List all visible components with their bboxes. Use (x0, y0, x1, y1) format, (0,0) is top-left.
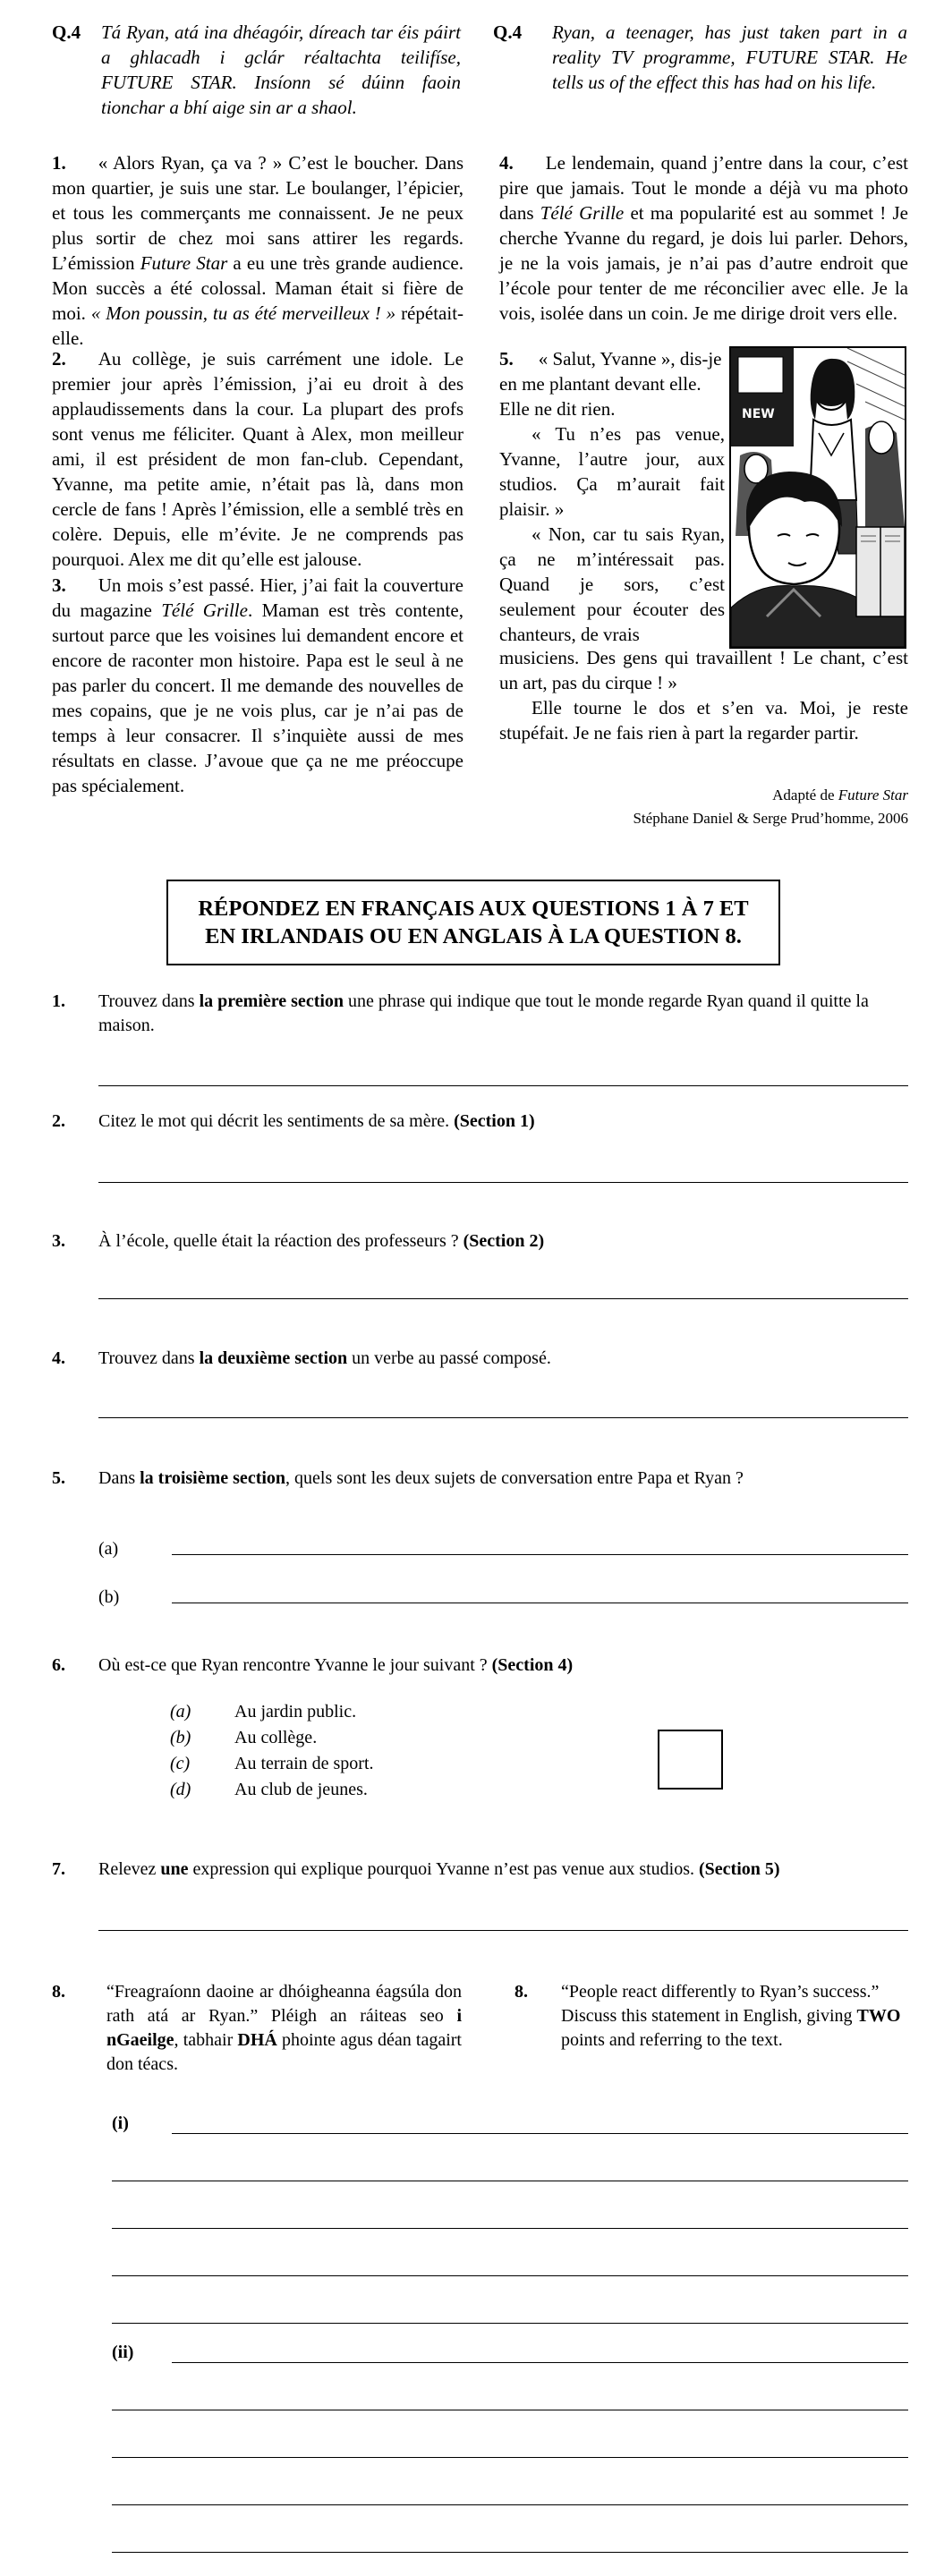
question-number: Q.4 (52, 21, 81, 43)
answer-line[interactable] (112, 2228, 908, 2229)
point-label: (ii) (112, 2342, 134, 2362)
question-number: 1. (52, 991, 65, 1011)
instruction-box (166, 880, 780, 965)
option-letter: (a) (170, 1702, 191, 1722)
question-emphasis: TWO (856, 2006, 901, 2026)
question-number: 4. (52, 1348, 65, 1368)
question-text: Trouvez dans (98, 991, 200, 1011)
question-text: , quels sont les deux sujets de conversation entre Papa et Ryan ? (285, 1468, 744, 1488)
answer-line[interactable] (98, 1930, 908, 1931)
reading-section-5 (499, 346, 725, 647)
question-emphasis: la deuxième section (199, 1348, 348, 1368)
section-reference: (Section 5) (699, 1859, 780, 1879)
header-english (493, 20, 907, 95)
section-text: a eu une très grande audience. Mon succès a été colossal. Maman était si fière de moi. (52, 252, 463, 324)
section-number: 2. (52, 348, 66, 370)
question-emphasis: une (160, 1859, 189, 1879)
answer-line[interactable] (172, 2133, 908, 2134)
section-reference: (Section 2) (463, 1231, 545, 1251)
credit-authors: Stéphane Daniel & Serge Prud’homme, 2006 (633, 810, 908, 827)
option-text: Au club de jeunes. (234, 1780, 368, 1799)
answer-line[interactable] (112, 2552, 908, 2553)
reading-section-5-continued (499, 645, 908, 745)
question-text: Où est-ce que Ryan rencontre Yvanne le jour suivant ? (98, 1655, 492, 1675)
header-irish-text: Tá Ryan, atá ina dhéagóir, díreach tar éis páirt a ghlacadh i gclár réaltachta teilifíse, FUTURE STAR. Insíonn sé dúinn faoin tionchar a bhí aige sin ar a shaol. (101, 21, 461, 118)
question-text: un verbe au passé composé. (347, 1348, 551, 1368)
option-text: Au terrain de sport. (234, 1754, 374, 1773)
credit-book-title: Future Star (838, 786, 908, 803)
answer-box[interactable] (658, 1730, 723, 1790)
section-number: 5. (499, 348, 514, 370)
instruction-line: EN IRLANDAIS OU EN ANGLAIS À LA QUESTION 8. (205, 924, 742, 948)
question-number: 2. (52, 1111, 65, 1131)
section-text: « Salut, Yvanne », dis-je en me plantant devant elle. Elle ne dit rien. (499, 348, 722, 420)
answer-line[interactable] (112, 2504, 908, 2505)
question-number: 5. (52, 1468, 65, 1488)
question-1 (52, 990, 911, 1038)
question-text: Trouvez dans (98, 1348, 200, 1368)
magazine-title: Télé Grille (161, 599, 248, 621)
question-7 (52, 1858, 911, 1882)
question-text: Citez le mot qui décrit les sentiments de sa mère. (98, 1111, 455, 1131)
option-d[interactable] (170, 1778, 368, 1802)
question-text: points and referring to the text. (561, 2030, 783, 2050)
question-6 (52, 1654, 911, 1678)
question-emphasis: la troisième section (140, 1468, 286, 1488)
question-number: 8. (515, 1982, 528, 2002)
section-reference: (Section 1) (454, 1111, 535, 1131)
reading-section-4 (499, 150, 908, 326)
question-emphasis: i nGaeilge (106, 2006, 462, 2050)
question-text: À l’école, quelle était la réaction des professeurs ? (98, 1231, 463, 1251)
question-text: phointe agus déan tagairt don téacs. (106, 2030, 462, 2074)
section-text: « Tu n’es pas venue, Yvanne, l’autre jour, aux studios. Ça m’aurait fait plaisir. » (499, 423, 725, 520)
section-text: Le lendemain, quand j’entre dans la cour, c’est pire que jamais. Tout le monde a déjà vu ma photo dans (499, 152, 908, 224)
header-english-text: Ryan, a teenager, has just taken part in a reality TV programme, FUTURE STAR. He tells us of the effect this has had on his life. (552, 21, 907, 93)
question-text: Dans (98, 1468, 140, 1488)
question-text: “People react differently to Ryan’s success.” Discuss this statement in English, giving (561, 1982, 880, 2026)
section-text: « Alors Ryan, ça va ? » C’est le boucher. Dans mon quartier, je suis une star. Le boulanger, l’épicier, et tous les commerçants me connaissent. Je ne peux plus sortir de chez moi sans attirer les regards. L’émission (52, 152, 463, 274)
point-label: (i) (112, 2113, 129, 2133)
section-text: répétait-elle. (52, 302, 464, 349)
option-b[interactable] (170, 1726, 317, 1750)
question-number: Q.4 (493, 21, 523, 43)
option-a[interactable] (170, 1700, 356, 1724)
section-number: 3. (52, 574, 66, 596)
answer-line[interactable] (98, 1417, 908, 1418)
comic-illustration (729, 346, 906, 649)
source-credit (537, 784, 908, 830)
option-letter: (d) (170, 1780, 191, 1799)
answer-line[interactable] (98, 1298, 908, 1299)
answer-line[interactable] (112, 2323, 908, 2324)
question-text: une phrase qui indique que tout le monde regarde Ryan quand il quitte la maison. (98, 991, 869, 1035)
section-text: . Maman est très contente, surtout parce que les voisines lui demandent encore et encore de raconter mon histoire. Papa est le seul à ne pas parler du concert. Il me demande des nouvelles de mes copains, que je ne vois plus, car je n’ai pas de temps à leur consacrer. Il s’inquiète aussi de mes résultats en classe. J’avoue que ça ne me préoccupe pas spécialement. (52, 599, 463, 796)
magazine-title: Télé Grille (540, 202, 625, 224)
svg-text:NEW: NEW (742, 407, 775, 421)
question-text: , tabhair (174, 2030, 238, 2050)
question-2 (52, 1109, 911, 1134)
credit-prefix: Adapté de (772, 786, 838, 803)
question-3 (52, 1229, 911, 1254)
instruction-line: RÉPONDEZ EN FRANÇAIS AUX QUESTIONS 1 À 7 ET (198, 897, 749, 921)
section-number: 1. (52, 152, 66, 174)
section-number: 4. (499, 152, 514, 174)
answer-line[interactable] (172, 2362, 908, 2363)
question-emphasis: la première section (199, 991, 344, 1011)
reading-section-1 (52, 150, 463, 351)
answer-line[interactable] (112, 2457, 908, 2458)
sub-answer-label: (b) (98, 1587, 120, 1607)
question-number: 7. (52, 1859, 65, 1879)
option-c[interactable] (170, 1752, 374, 1776)
section-text: et ma popularité est au sommet ! Je cherche Yvanne du regard, je dois lui parler. Dehors, je ne la vois jamais, je n’ai pas d’autre endroit que l’école pour tenter de me réconcilier avec elle. Je la vois, isolée dans un coin. Je me dirige droit vers elle. (499, 202, 908, 324)
answer-line[interactable] (98, 1085, 908, 1086)
question-5 (52, 1467, 911, 1491)
question-4 (52, 1347, 911, 1371)
answer-line[interactable] (98, 1182, 908, 1183)
section-reference: (Section 4) (491, 1655, 574, 1675)
section-text: Elle tourne le dos et s’en va. Moi, je reste stupéfait. Je ne fais rien à part la regarder partir. (499, 697, 908, 744)
reading-section-2 (52, 346, 463, 572)
header-irish (52, 20, 461, 120)
option-letter: (b) (170, 1728, 191, 1747)
question-number: 8. (52, 1982, 65, 2002)
question-text: “Freagraíonn daoine ar dhóigheanna éagsúla don rath atá ar Ryan.” Pléigh an ráiteas seo (106, 1982, 462, 2026)
question-8-english (515, 1980, 908, 2053)
section-text: Au collège, je suis carrément une idole. Le premier jour après l’émission, j’ai eu droit à des applaudissements dans la cour. La plupart des profs sont venus me féliciter. Quant à Alex, mon meilleur ami, il est président de mon fan-club. Cependant, Yvanne, ma petite amie, n’était pas là, dans mon cercle de fans ! Après l’émission, elle a semblé très en colère. Depuis, elle m’évite. Je ne comprends pas pourquoi. Alex me dit qu’elle est jalouse. (52, 348, 463, 570)
question-8-irish (52, 1980, 462, 2077)
sub-answer-label: (a) (98, 1539, 119, 1559)
question-number: 3. (52, 1231, 65, 1251)
answer-line[interactable] (112, 2275, 908, 2276)
mother-quote: « Mon poussin, tu as été merveilleux ! » (90, 302, 396, 324)
comic-illustration-drawing (731, 348, 905, 647)
reading-section-3 (52, 573, 463, 798)
option-text: Au collège. (234, 1728, 318, 1747)
answer-line[interactable] (172, 1554, 908, 1555)
question-text: Relevez (98, 1859, 161, 1879)
section-text: musiciens. Des gens qui travaillent ! Le chant, c’est un art, pas du cirque ! » (499, 647, 908, 693)
section-text: « Non, car tu sais Ryan, ça ne m’intéressait pas. Quand je sors, c’est seulement pour écouter des chanteurs, de vrais (499, 523, 725, 645)
option-letter: (c) (170, 1754, 191, 1773)
option-text: Au jardin public. (234, 1702, 357, 1722)
question-number: 6. (52, 1655, 65, 1675)
question-text: expression qui explique pourquoi Yvanne n’est pas venue aux studios. (188, 1859, 700, 1879)
question-emphasis: DHÁ (237, 2030, 277, 2050)
section-text: Un mois s’est passé. Hier, j’ai fait la couverture du magazine (52, 574, 463, 621)
programme-title: Future Star (140, 252, 228, 274)
